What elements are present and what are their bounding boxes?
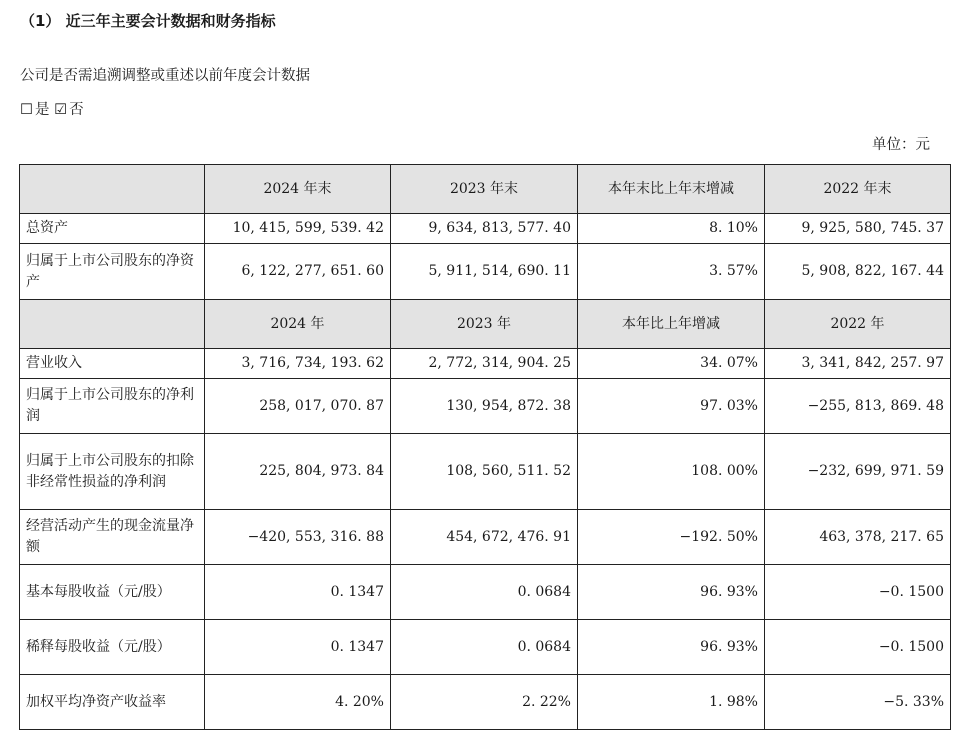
column-header: 2023 年: [391, 300, 578, 349]
column-header: 本年比上年增减: [578, 300, 765, 349]
value-cell: 6, 122, 277, 651. 60: [205, 244, 391, 300]
header-row-balance: [20, 165, 951, 214]
header-blank-cell: [20, 165, 205, 214]
value-cell: −255, 813, 869. 48: [765, 379, 951, 434]
value-cell: 9, 634, 813, 577. 40: [391, 214, 578, 244]
value-cell: −420, 553, 316. 88: [205, 510, 391, 565]
value-cell: −0. 1500: [765, 620, 951, 675]
no-label: 否: [69, 102, 84, 118]
value-cell: 8. 10%: [578, 214, 765, 244]
value-cell: 0. 0684: [391, 620, 578, 675]
value-cell: 3. 57%: [578, 244, 765, 300]
table-row: [20, 379, 951, 434]
value-cell: −192. 50%: [578, 510, 765, 565]
value-cell: 2, 772, 314, 904. 25: [391, 349, 578, 379]
header-blank-cell: [20, 300, 205, 349]
table-row: [20, 565, 951, 620]
table-row: [20, 510, 951, 565]
row-label: 归属于上市公司股东的净利润: [20, 379, 205, 434]
financial-table-body: [20, 165, 951, 730]
row-label: 归属于上市公司股东的扣除非经常性损益的净利润: [20, 434, 205, 510]
value-cell: 463, 378, 217. 65: [765, 510, 951, 565]
row-label: 稀释每股收益（元/股）: [20, 620, 205, 675]
header-row-income: [20, 300, 951, 349]
value-cell: 96. 93%: [578, 620, 765, 675]
value-cell: 4. 20%: [205, 675, 391, 730]
value-cell: 3, 341, 842, 257. 97: [765, 349, 951, 379]
table-row: [20, 349, 951, 379]
no-checkbox[interactable]: ☑: [54, 102, 68, 118]
table-row: [20, 675, 951, 730]
value-cell: 454, 672, 476. 91: [391, 510, 578, 565]
table-row: [20, 434, 951, 510]
row-label: 加权平均净资产收益率: [20, 675, 205, 730]
value-cell: 130, 954, 872. 38: [391, 379, 578, 434]
value-cell: −5. 33%: [765, 675, 951, 730]
yes-label: 是: [35, 102, 50, 118]
value-cell: 108, 560, 511. 52: [391, 434, 578, 510]
value-cell: 96. 93%: [578, 565, 765, 620]
value-cell: 0. 0684: [391, 565, 578, 620]
column-header: 2023 年末: [391, 165, 578, 214]
column-header: 2024 年末: [205, 165, 391, 214]
column-header: 本年末比上年末增减: [578, 165, 765, 214]
restatement-question: 公司是否需追溯调整或重述以前年度会计数据: [20, 68, 310, 84]
unit-label: 单位：元: [872, 137, 930, 153]
value-cell: −0. 1500: [765, 565, 951, 620]
yes-checkbox[interactable]: ☐: [20, 102, 33, 118]
row-label: 经营活动产生的现金流量净额: [20, 510, 205, 565]
row-label: 基本每股收益（元/股）: [20, 565, 205, 620]
financial-table: [19, 164, 951, 730]
value-cell: 34. 07%: [578, 349, 765, 379]
table-row: [20, 244, 951, 300]
table-row: [20, 620, 951, 675]
row-label: 归属于上市公司股东的净资产: [20, 244, 205, 300]
row-label: 总资产: [20, 214, 205, 244]
value-cell: 258, 017, 070. 87: [205, 379, 391, 434]
value-cell: 3, 716, 734, 193. 62: [205, 349, 391, 379]
value-cell: 5, 908, 822, 167. 44: [765, 244, 951, 300]
restatement-answer: [20, 98, 84, 119]
value-cell: 108. 00%: [578, 434, 765, 510]
column-header: 2024 年: [205, 300, 391, 349]
column-header: 2022 年末: [765, 165, 951, 214]
value-cell: 0. 1347: [205, 565, 391, 620]
value-cell: 225, 804, 973. 84: [205, 434, 391, 510]
value-cell: 2. 22%: [391, 675, 578, 730]
row-label: 营业收入: [20, 349, 205, 379]
section-title: （1） 近三年主要会计数据和财务指标: [20, 12, 276, 30]
value-cell: −232, 699, 971. 59: [765, 434, 951, 510]
value-cell: 10, 415, 599, 539. 42: [205, 214, 391, 244]
value-cell: 1. 98%: [578, 675, 765, 730]
value-cell: 97. 03%: [578, 379, 765, 434]
value-cell: 0. 1347: [205, 620, 391, 675]
value-cell: 5, 911, 514, 690. 11: [391, 244, 578, 300]
column-header: 2022 年: [765, 300, 951, 349]
table-row: [20, 214, 951, 244]
value-cell: 9, 925, 580, 745. 37: [765, 214, 951, 244]
